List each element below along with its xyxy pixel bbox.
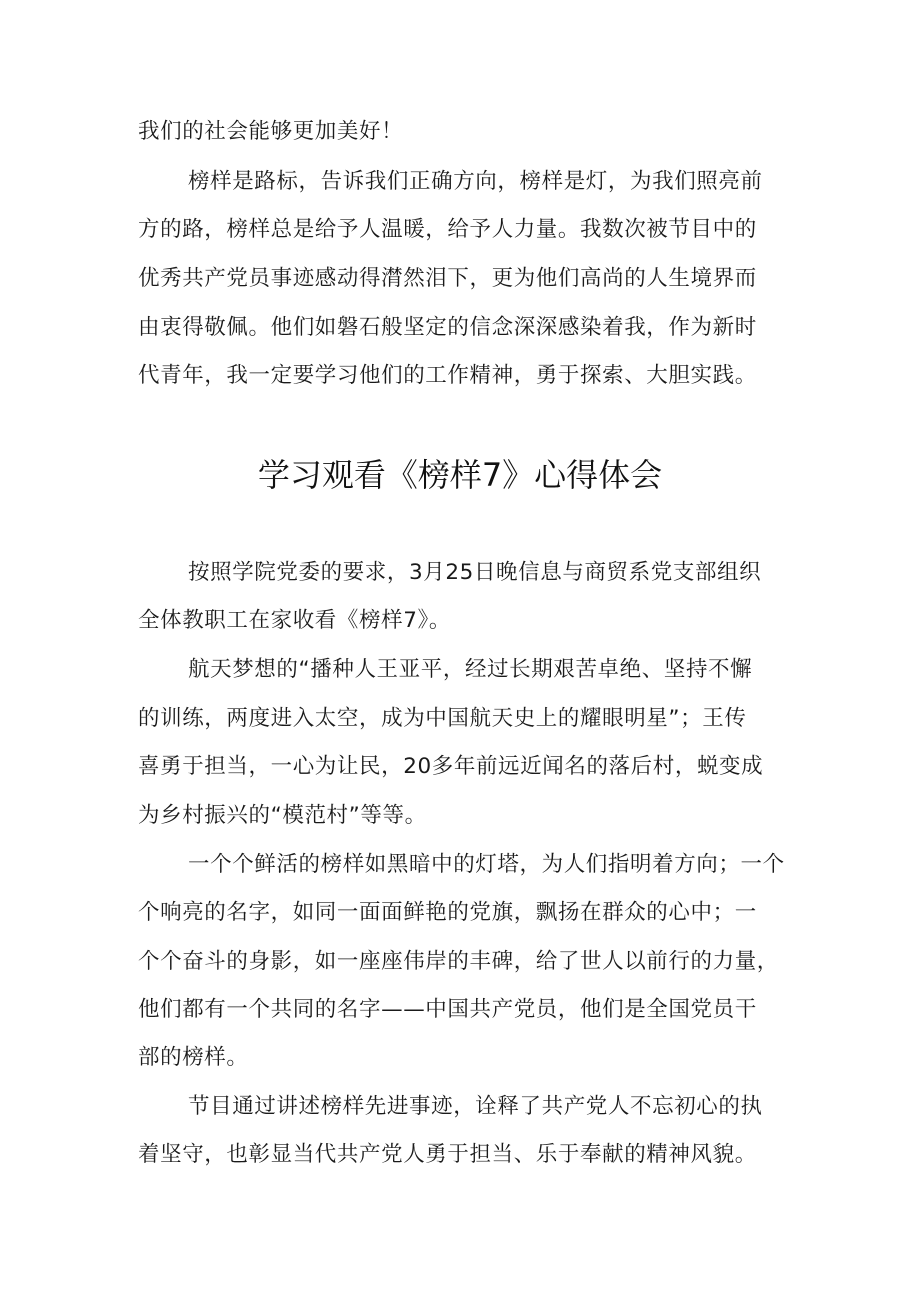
text-line: 一个个鲜活的榜样如黑暗中的灯塔，为人们指明着方向；一个 (188, 852, 785, 877)
text-line: 优秀共产党员事迹感动得潸然泪下，更为他们高尚的人生境界而 (138, 266, 757, 291)
text-line: 的训练，两度进入太空，成为中国航天史上的耀眼明星”；王传 (138, 706, 747, 731)
text-line: 榜样是路标，告诉我们正确方向，榜样是灯，为我们照亮前 (188, 169, 763, 194)
text-line: 方的路，榜样总是给予人温暖，给予人力量。我数次被节目中的 (138, 217, 757, 242)
text-line: 全体教职工在家收看《榜样7》。 (138, 608, 451, 633)
text-line: 我们的社会能够更加美好！ (138, 119, 404, 144)
text-line: 为乡村振兴的“模范村”等等。 (138, 803, 427, 828)
text-line: 节目通过讲述榜样先进事迹，诠释了共产党人不忘初心的执 (188, 1094, 763, 1119)
text-line: 他们都有一个共同的名字——中国共产党员，他们是全国党员干 (138, 997, 757, 1022)
text-line: 由衷得敬佩。他们如磐石般坚定的信念深深感染着我，作为新时 (138, 315, 757, 340)
text-line: 个个奋斗的身影，如一座座伟岸的丰碑，给了世人以前行的力量， (138, 949, 779, 974)
text-line: 部的榜样。 (138, 1045, 249, 1070)
text-line: 代青年，我一定要学习他们的工作精神，勇于探索、大胆实践。 (138, 363, 757, 388)
text-line: 喜勇于担当，一心为让民，20多年前远近闻名的落后村，蜕变成 (138, 754, 764, 779)
text-line: 个响亮的名字，如同一面面鲜艳的党旗，飘扬在群众的心中；一 (138, 900, 757, 925)
text-line: 着坚守，也彰显当代共产党人勇于担当、乐于奉献的精神风貌。 (138, 1142, 757, 1167)
page-title: 学习观看《榜样7》心得体会 (257, 456, 663, 494)
text-line: 航天梦想的“播种人王亚平，经过长期艰苦卓绝、坚持不懈 (188, 657, 753, 682)
text-line: 按照学院党委的要求，3月25日晚信息与商贸系党支部组织 (188, 560, 762, 585)
